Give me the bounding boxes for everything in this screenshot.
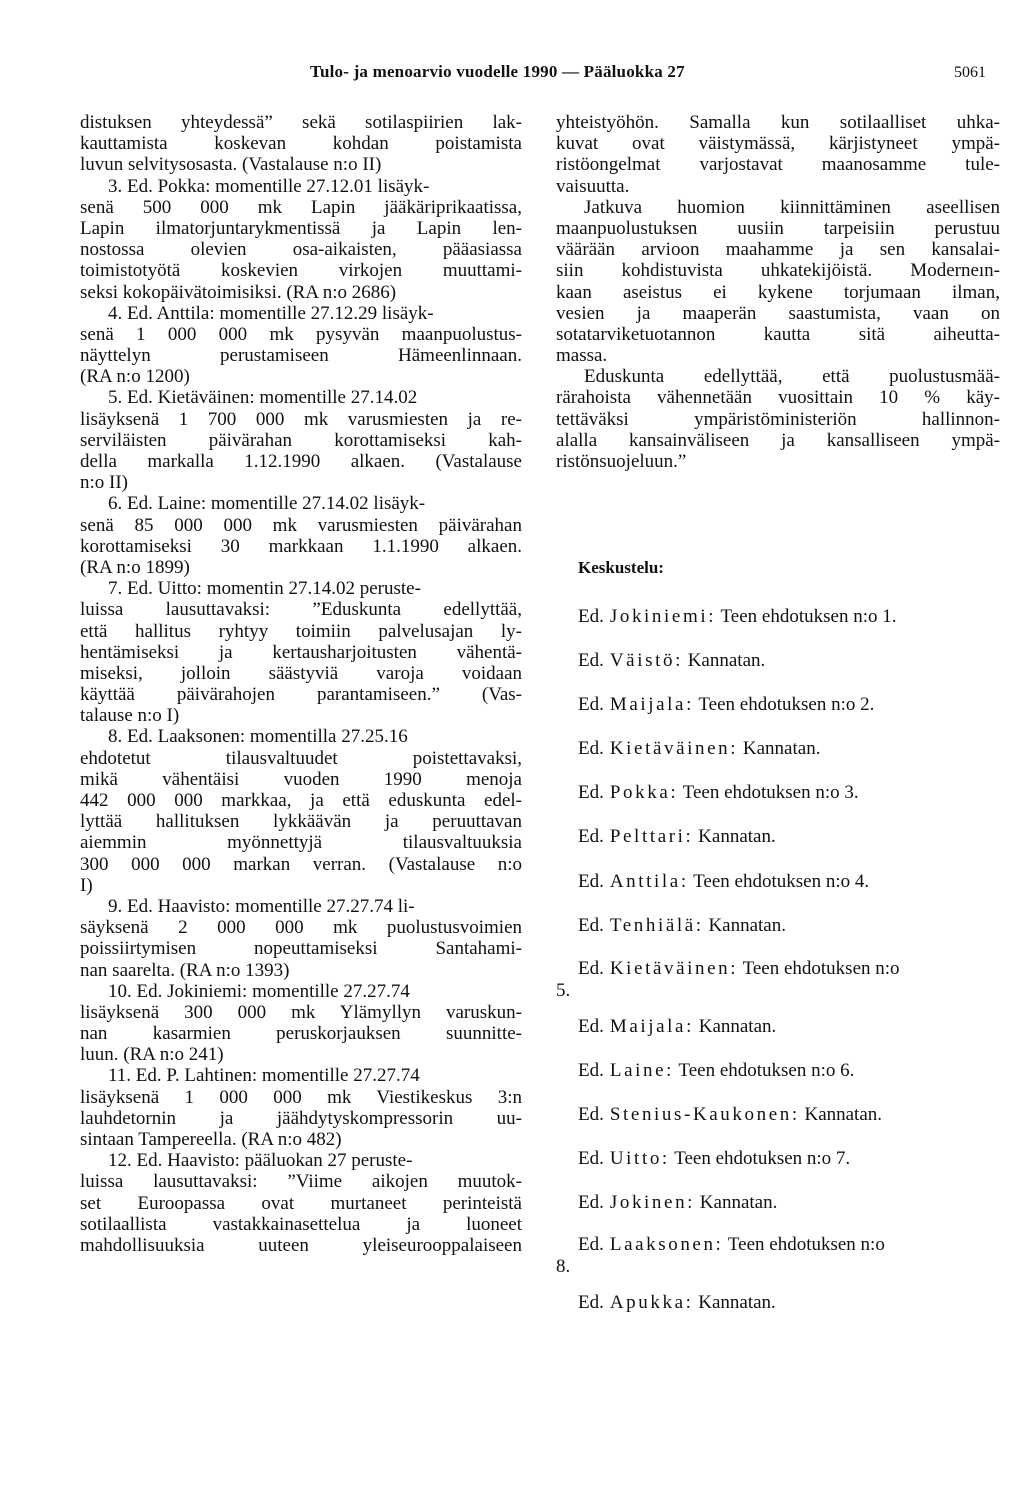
discussion-heading: Keskustelu:	[578, 558, 664, 577]
speech-line	[578, 1192, 777, 1214]
speech-text: Kannatan.	[804, 1104, 883, 1125]
speaker-name: Kietäväinen:	[609, 738, 739, 759]
ed-prefix: Ed.	[578, 606, 604, 627]
text-line: aiemmin myönnettyjä tilausvaltuuksia	[80, 832, 522, 854]
text-line: 9. Ed. Haavisto: momentille 27.27.74 li-	[108, 895, 415, 917]
speech-text: Kannatan.	[699, 1192, 778, 1213]
text-line: 7. Ed. Uitto: momentin 27.14.02 peruste-	[108, 578, 421, 600]
text-line: sotatarviketuotannon kautta sitä aiheutta-	[556, 323, 1000, 345]
text-line: näyttelyn perustamiseen Hämeenlinnaan.	[80, 345, 522, 367]
ed-prefix: Ed.	[578, 1192, 604, 1213]
text-line: ristöongelmat varjostavat maanosamme tule-	[556, 154, 1000, 176]
text-line: ehdotetut tilausvaltuudet poistettavaksi,	[80, 747, 522, 769]
speaker-name: Pokka:	[609, 782, 679, 803]
speech-line	[578, 650, 765, 672]
text-line: rärahoista vähennetään vuosittain 10 % käy-	[556, 387, 1000, 409]
ed-prefix: Ed.	[578, 1292, 604, 1313]
speech-text: Teen ehdotuksen n:o 3.	[682, 782, 859, 803]
text-line: maanpuolustuksen uusiin tarpeisiin perustuu	[556, 217, 1000, 239]
speaker-name: Pelttari:	[609, 826, 694, 847]
text-line: lisäyksenä 1 000 000 mk Viestikeskus 3:n	[80, 1086, 522, 1108]
text-line: della markalla 1.12.1990 alkaen. (Vastalause	[80, 451, 522, 472]
speech-line	[578, 1104, 882, 1126]
speaker-name: Jokinen:	[609, 1192, 696, 1213]
text-line: 10. Ed. Jokiniemi: momentille 27.27.74	[108, 980, 410, 1002]
text-line: n:o II)	[80, 472, 129, 494]
speech-line	[556, 958, 900, 1002]
ed-prefix: Ed.	[578, 1060, 604, 1081]
text-line: 5. Ed. Kietäväinen: momentille 27.14.02	[108, 387, 418, 409]
text-line: Jatkuva huomion kiinnittäminen aseellisen	[584, 196, 1000, 218]
text-line: siin kohdistuvista uhkatekijöistä. Moderneın-	[556, 260, 1000, 282]
speaker-name: Maijala:	[609, 1016, 694, 1037]
text-line: säyksenä 2 000 000 mk puolustusvoimien	[80, 917, 522, 939]
speech-text: Teen ehdotuksen n:o 2.	[698, 694, 875, 715]
text-line: serviläisten päivärahan korottamiseksi kah-	[80, 429, 522, 451]
text-line: 6. Ed. Laine: momentille 27.14.02 lisäyk-	[108, 493, 426, 515]
text-line: vaisuutta.	[556, 175, 630, 197]
speaker-name: Stenius-Kaukonen:	[609, 1104, 800, 1125]
speech-text: Kannatan.	[708, 915, 786, 936]
ed-prefix: Ed.	[578, 650, 604, 671]
left-column	[80, 112, 522, 1256]
text-line: lisäyksenä 1 700 000 mk varusmiesten ja re-	[80, 408, 522, 430]
text-line: ristönsuojeluun.”	[556, 451, 687, 472]
text-line: 4. Ed. Anttila: momentille 27.12.29 lisäyk-	[108, 302, 434, 324]
speech-line	[578, 871, 869, 893]
speech-continuation: 8.	[556, 1256, 571, 1277]
text-line: senä 500 000 mk Lapin jääkäriprikaatissa,	[80, 196, 522, 218]
speech-text: Kannatan.	[742, 738, 821, 759]
speech-line	[578, 606, 896, 628]
speaker-name: Kietäväinen:	[609, 958, 739, 979]
speaker-name: Laine:	[609, 1060, 674, 1081]
ed-prefix: Ed.	[578, 782, 604, 803]
speech-text: Kannatan.	[698, 826, 776, 847]
text-line: I)	[80, 874, 93, 896]
text-line: että hallitus ryhtyy toimiin palvelusajan ly-	[80, 620, 522, 642]
speaker-name: Jokiniemi:	[609, 606, 717, 627]
text-line: käyttää päivärahojen parantamiseen.” (Vas-	[80, 684, 522, 706]
text-line: sotilaallista vastakkainasettelua ja luoneet	[80, 1213, 522, 1235]
ed-prefix: Ed.	[578, 694, 604, 715]
speech-line	[578, 1016, 776, 1038]
text-line: korottamiseksi 30 markkaan 1.1.1990 alkaen.	[80, 535, 522, 557]
text-line: luissa lausuttavaksi: ”Viime aikojen muutok-	[80, 1171, 522, 1193]
text-line: lyttää hallituksen lykkäävän ja peruuttavan	[80, 811, 522, 833]
speaker-name: Apukka:	[609, 1292, 694, 1313]
ed-prefix: Ed.	[578, 958, 604, 979]
text-line: vesien ja maaperän saastumista, vaan on	[556, 302, 1000, 324]
speech-line	[578, 915, 786, 937]
ed-prefix: Ed.	[578, 1104, 604, 1125]
ed-prefix: Ed.	[578, 826, 604, 847]
speaker-name: Tenhiälä:	[609, 915, 704, 936]
text-line: lauhdetornin ja jäähdytyskompressorin uu-	[80, 1107, 522, 1129]
text-line: massa.	[556, 345, 608, 367]
text-line: miseksi, jolloin säästyviä varoja voidaan	[80, 662, 522, 684]
text-line: luvun selvitysosasta. (Vastalause n:o II)	[80, 154, 382, 176]
text-line: mikä vähentäisi vuoden 1990 menoja	[80, 768, 522, 790]
speech-line	[578, 1292, 776, 1314]
text-line: senä 85 000 000 mk varusmiesten päivärahan	[80, 514, 522, 536]
speech-text: Kannatan.	[698, 1016, 777, 1037]
speech-text: Teen ehdotuksen n:o	[742, 958, 900, 979]
speech-line	[578, 826, 776, 848]
text-line: 442 000 000 markkaa, ja että eduskunta edel-	[80, 790, 522, 811]
speaker-name: Maijala:	[609, 694, 694, 715]
text-line: seksi kokopäivätoimisiksi. (RA n:o 2686)	[80, 281, 397, 303]
speech-line	[578, 1060, 854, 1082]
speech-text: Teen ehdotuksen n:o 6.	[678, 1060, 855, 1081]
speech-line	[578, 1148, 850, 1170]
speech-text: Teen ehdotuksen n:o 4.	[693, 871, 870, 892]
text-line: luissa lausuttavaksi: ”Eduskunta edellyttää,	[80, 599, 522, 621]
text-line: mahdollisuuksia uuteen yleiseurooppalaiseen	[80, 1234, 522, 1256]
text-line: väärään arvioon maahamme ja sen kansalai-	[556, 239, 1000, 261]
speech-text: Kannatan.	[687, 650, 766, 671]
text-line: 12. Ed. Haavisto: pääluokan 27 peruste-	[108, 1150, 413, 1172]
text-line: 8. Ed. Laaksonen: momentilla 27.25.16	[108, 726, 408, 748]
text-line: luun. (RA n:o 241)	[80, 1044, 224, 1066]
speech-line	[556, 1234, 885, 1278]
text-line: (RA n:o 1200)	[80, 366, 190, 388]
text-line: kauttamista koskevan kohdan poistamista	[80, 133, 522, 155]
speech-text: Kannatan.	[698, 1292, 776, 1313]
speaker-name: Väistö:	[609, 650, 683, 671]
text-line: talause n:o I)	[80, 705, 180, 727]
text-line: set Euroopassa ovat murtaneet perinteistä	[80, 1192, 522, 1214]
running-title: Tulo- ja menoarvio vuodelle 1990 — Pääluokka 27	[310, 62, 685, 81]
text-line: (RA n:o 1899)	[80, 556, 190, 578]
speech-text: Teen ehdotuksen n:o 1.	[720, 606, 897, 627]
text-line: yhteistyöhön. Samalla kun sotilaalliset uhka-	[556, 112, 1000, 133]
speech-line	[578, 782, 859, 804]
right-column	[556, 112, 1000, 472]
text-line: tettäväksi ympäristöministeriön hallinnon-	[556, 408, 1000, 430]
text-line: Eduskunta edellyttää, että puolustusmää-	[584, 366, 1000, 388]
text-line: nostossa olevien osa-aikaisten, pääasiassa	[80, 239, 522, 261]
speaker-name: Anttila:	[609, 871, 689, 892]
ed-prefix: Ed.	[578, 1016, 604, 1037]
text-line: kuvat ovat väistymässä, kärjistyneet ympä-	[556, 133, 1000, 155]
text-line: 3. Ed. Pokka: momentille 27.12.01 lisäyk-	[108, 175, 430, 197]
ed-prefix: Ed.	[578, 871, 604, 892]
text-line: alalla kansainväliseen ja kansalliseen ympä-	[556, 429, 1000, 451]
ed-prefix: Ed.	[578, 738, 604, 759]
ed-prefix: Ed.	[578, 915, 604, 936]
speech-text: Teen ehdotuksen n:o	[727, 1234, 885, 1255]
text-line: sintaan Tampereella. (RA n:o 482)	[80, 1129, 342, 1150]
text-line: poissiirtymisen nopeuttamiseksi Santahami-	[80, 938, 522, 960]
speech-line	[578, 694, 874, 716]
ed-prefix: Ed.	[578, 1234, 604, 1255]
text-line: senä 1 000 000 mk pysyvän maanpuolustus-	[80, 323, 522, 345]
text-line: toimistotyötä koskevien virkojen muuttami-	[80, 260, 522, 282]
text-line: 300 000 000 markan verran. (Vastalause n:o	[80, 853, 522, 875]
ed-prefix: Ed.	[578, 1148, 604, 1169]
page-header	[0, 58, 1024, 88]
speech-continuation: 5.	[556, 980, 571, 1001]
text-line: kaan aseistus ei kykene torjumaan ilman,	[556, 281, 1000, 303]
text-line: distuksen yhteydessä” sekä sotilaspiirien lak-	[80, 112, 522, 133]
speech-text: Teen ehdotuksen n:o 7.	[674, 1148, 851, 1169]
speaker-name: Laaksonen:	[609, 1234, 724, 1255]
speaker-name: Uitto:	[609, 1148, 670, 1169]
text-line: nan kasarmien peruskorjauksen suunnitte-	[80, 1023, 522, 1045]
speech-line	[578, 738, 820, 760]
text-line: 11. Ed. P. Lahtinen: momentille 27.27.74	[108, 1065, 420, 1087]
text-line: hentämiseksi ja kertausharjoitusten vähentä-	[80, 641, 522, 663]
page-number: 5061	[954, 64, 986, 81]
text-line: nan saarelta. (RA n:o 1393)	[80, 959, 290, 981]
text-line: Lapin ilmatorjuntarykmentissä ja Lapin len-	[80, 217, 522, 239]
text-line: lisäyksenä 300 000 mk Ylämyllyn varuskun-	[80, 1001, 522, 1023]
